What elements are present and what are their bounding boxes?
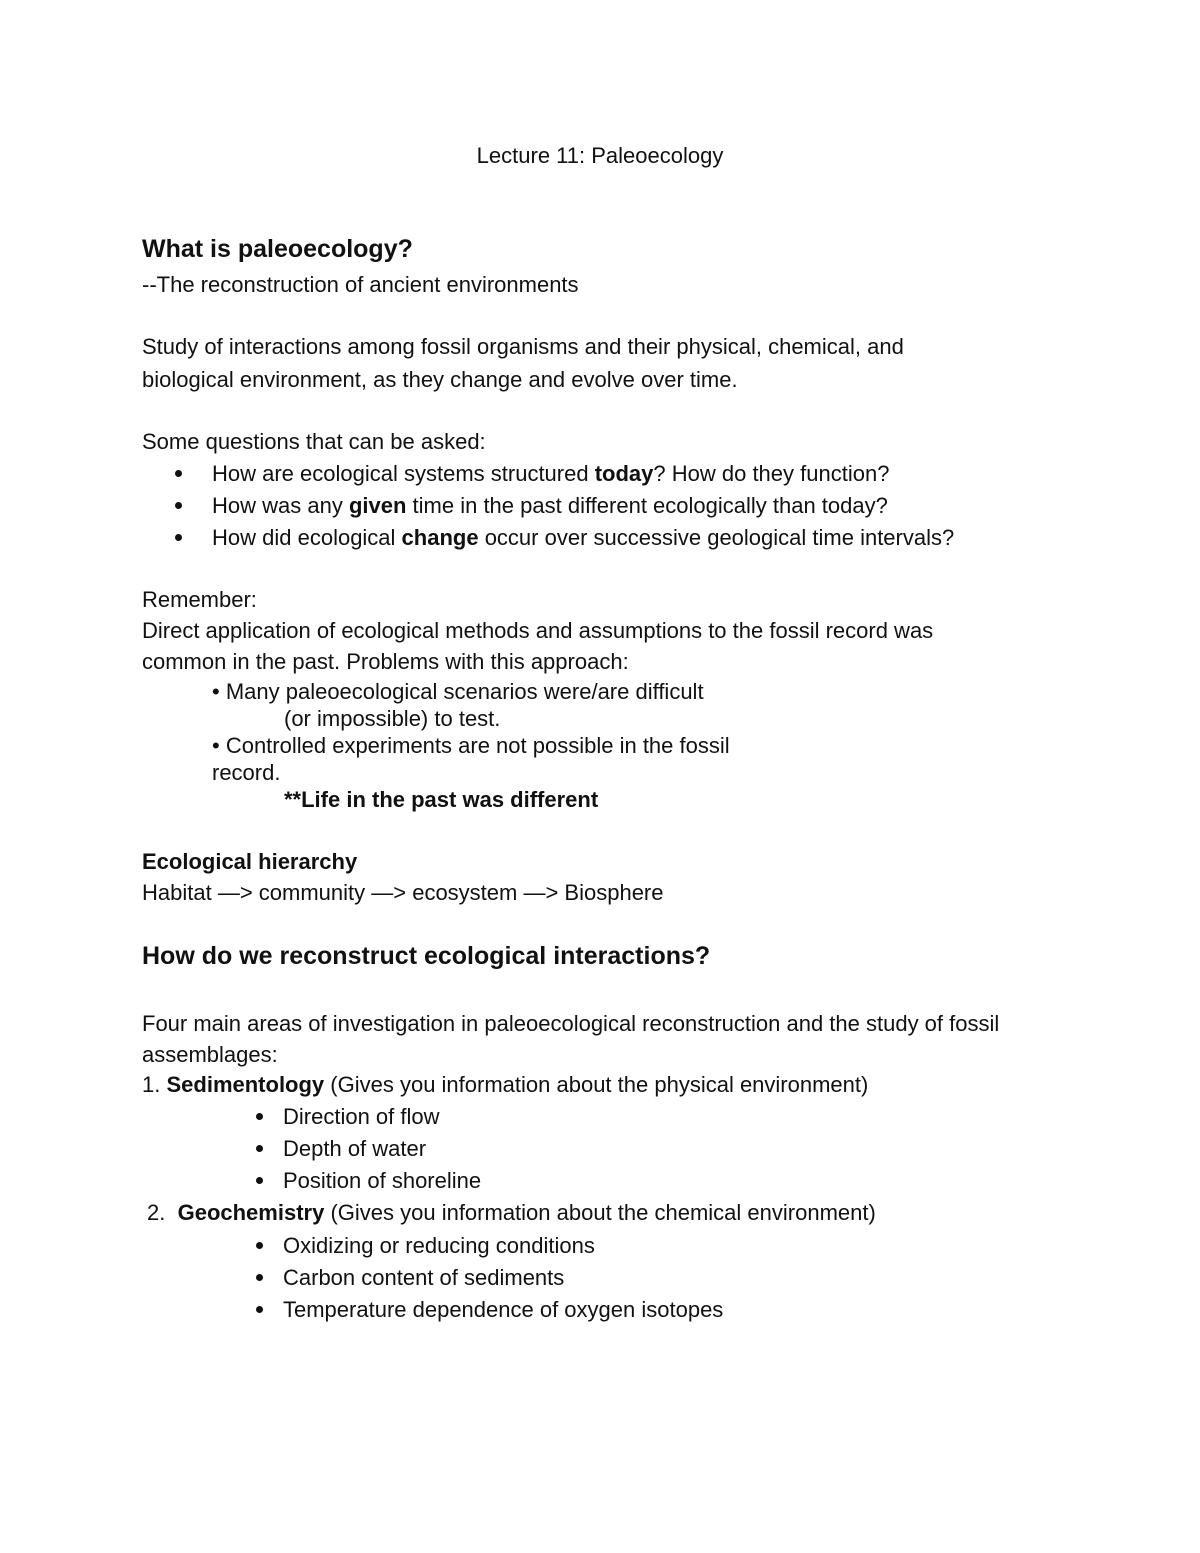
areas-intro-line-2: assemblages: [142, 1042, 278, 1067]
list-item: Temperature dependence of oxygen isotopes [283, 1297, 724, 1322]
list-item: Direction of flow [283, 1104, 440, 1129]
heading-ecological-hierarchy: Ecological hierarchy [142, 849, 358, 874]
problem-1-line-2: (or impossible) to test. [284, 706, 501, 731]
heading-what-is-paleoecology: What is paleoecology? [142, 235, 413, 263]
definition-line: --The reconstruction of ancient environments [142, 272, 579, 297]
list-item: How did ecological change occur over successive geological time intervals? [212, 525, 955, 550]
list-item: How are ecological systems structured today? How do they function? [212, 461, 890, 486]
lecture-title: Lecture 11: Paleoecology [476, 143, 724, 168]
area-sedimentology: 1. Sedimentology (Gives you information about the physical environment) [142, 1072, 869, 1097]
problem-1-line-1: • Many paleoecological scenarios were/are difficult [212, 679, 704, 704]
list-item: Carbon content of sediments [283, 1265, 565, 1290]
study-line-2: biological environment, as they change and evolve over time. [142, 367, 738, 392]
bullet-icon [256, 1306, 263, 1313]
remember-label: Remember: [142, 587, 257, 612]
remember-line-1: Direct application of ecological methods and assumptions to the fossil record was [142, 618, 934, 643]
bullet-icon [175, 534, 182, 541]
questions-intro: Some questions that can be asked: [142, 429, 486, 454]
bullet-icon [256, 1113, 263, 1120]
list-item: Position of shoreline [283, 1168, 482, 1193]
areas-intro-line-1: Four main areas of investigation in paleoecological reconstruction and the study of fossil [142, 1011, 1000, 1036]
bullet-icon [256, 1242, 263, 1249]
area-geochemistry: 2. Geochemistry (Gives you information about the chemical environment) [147, 1200, 876, 1225]
bullet-icon [256, 1274, 263, 1281]
problem-2-line-1: • Controlled experiments are not possible in the fossil [212, 733, 730, 758]
emphasis-line: **Life in the past was different [284, 787, 599, 812]
bullet-icon [175, 502, 182, 509]
hierarchy-text: Habitat —> community —> ecosystem —> Biosphere [142, 880, 664, 905]
bullet-icon [256, 1177, 263, 1184]
problem-2-line-2: record. [212, 760, 281, 785]
study-line-1: Study of interactions among fossil organisms and their physical, chemical, and [142, 334, 904, 359]
bullet-icon [256, 1145, 263, 1152]
remember-line-2: common in the past. Problems with this approach: [142, 649, 629, 674]
bullet-icon [175, 470, 182, 477]
list-item: Oxidizing or reducing conditions [283, 1233, 595, 1258]
heading-reconstruct-interactions: How do we reconstruct ecological interactions? [142, 942, 711, 970]
list-item: How was any given time in the past different ecologically than today? [212, 493, 888, 518]
list-item: Depth of water [283, 1136, 427, 1161]
